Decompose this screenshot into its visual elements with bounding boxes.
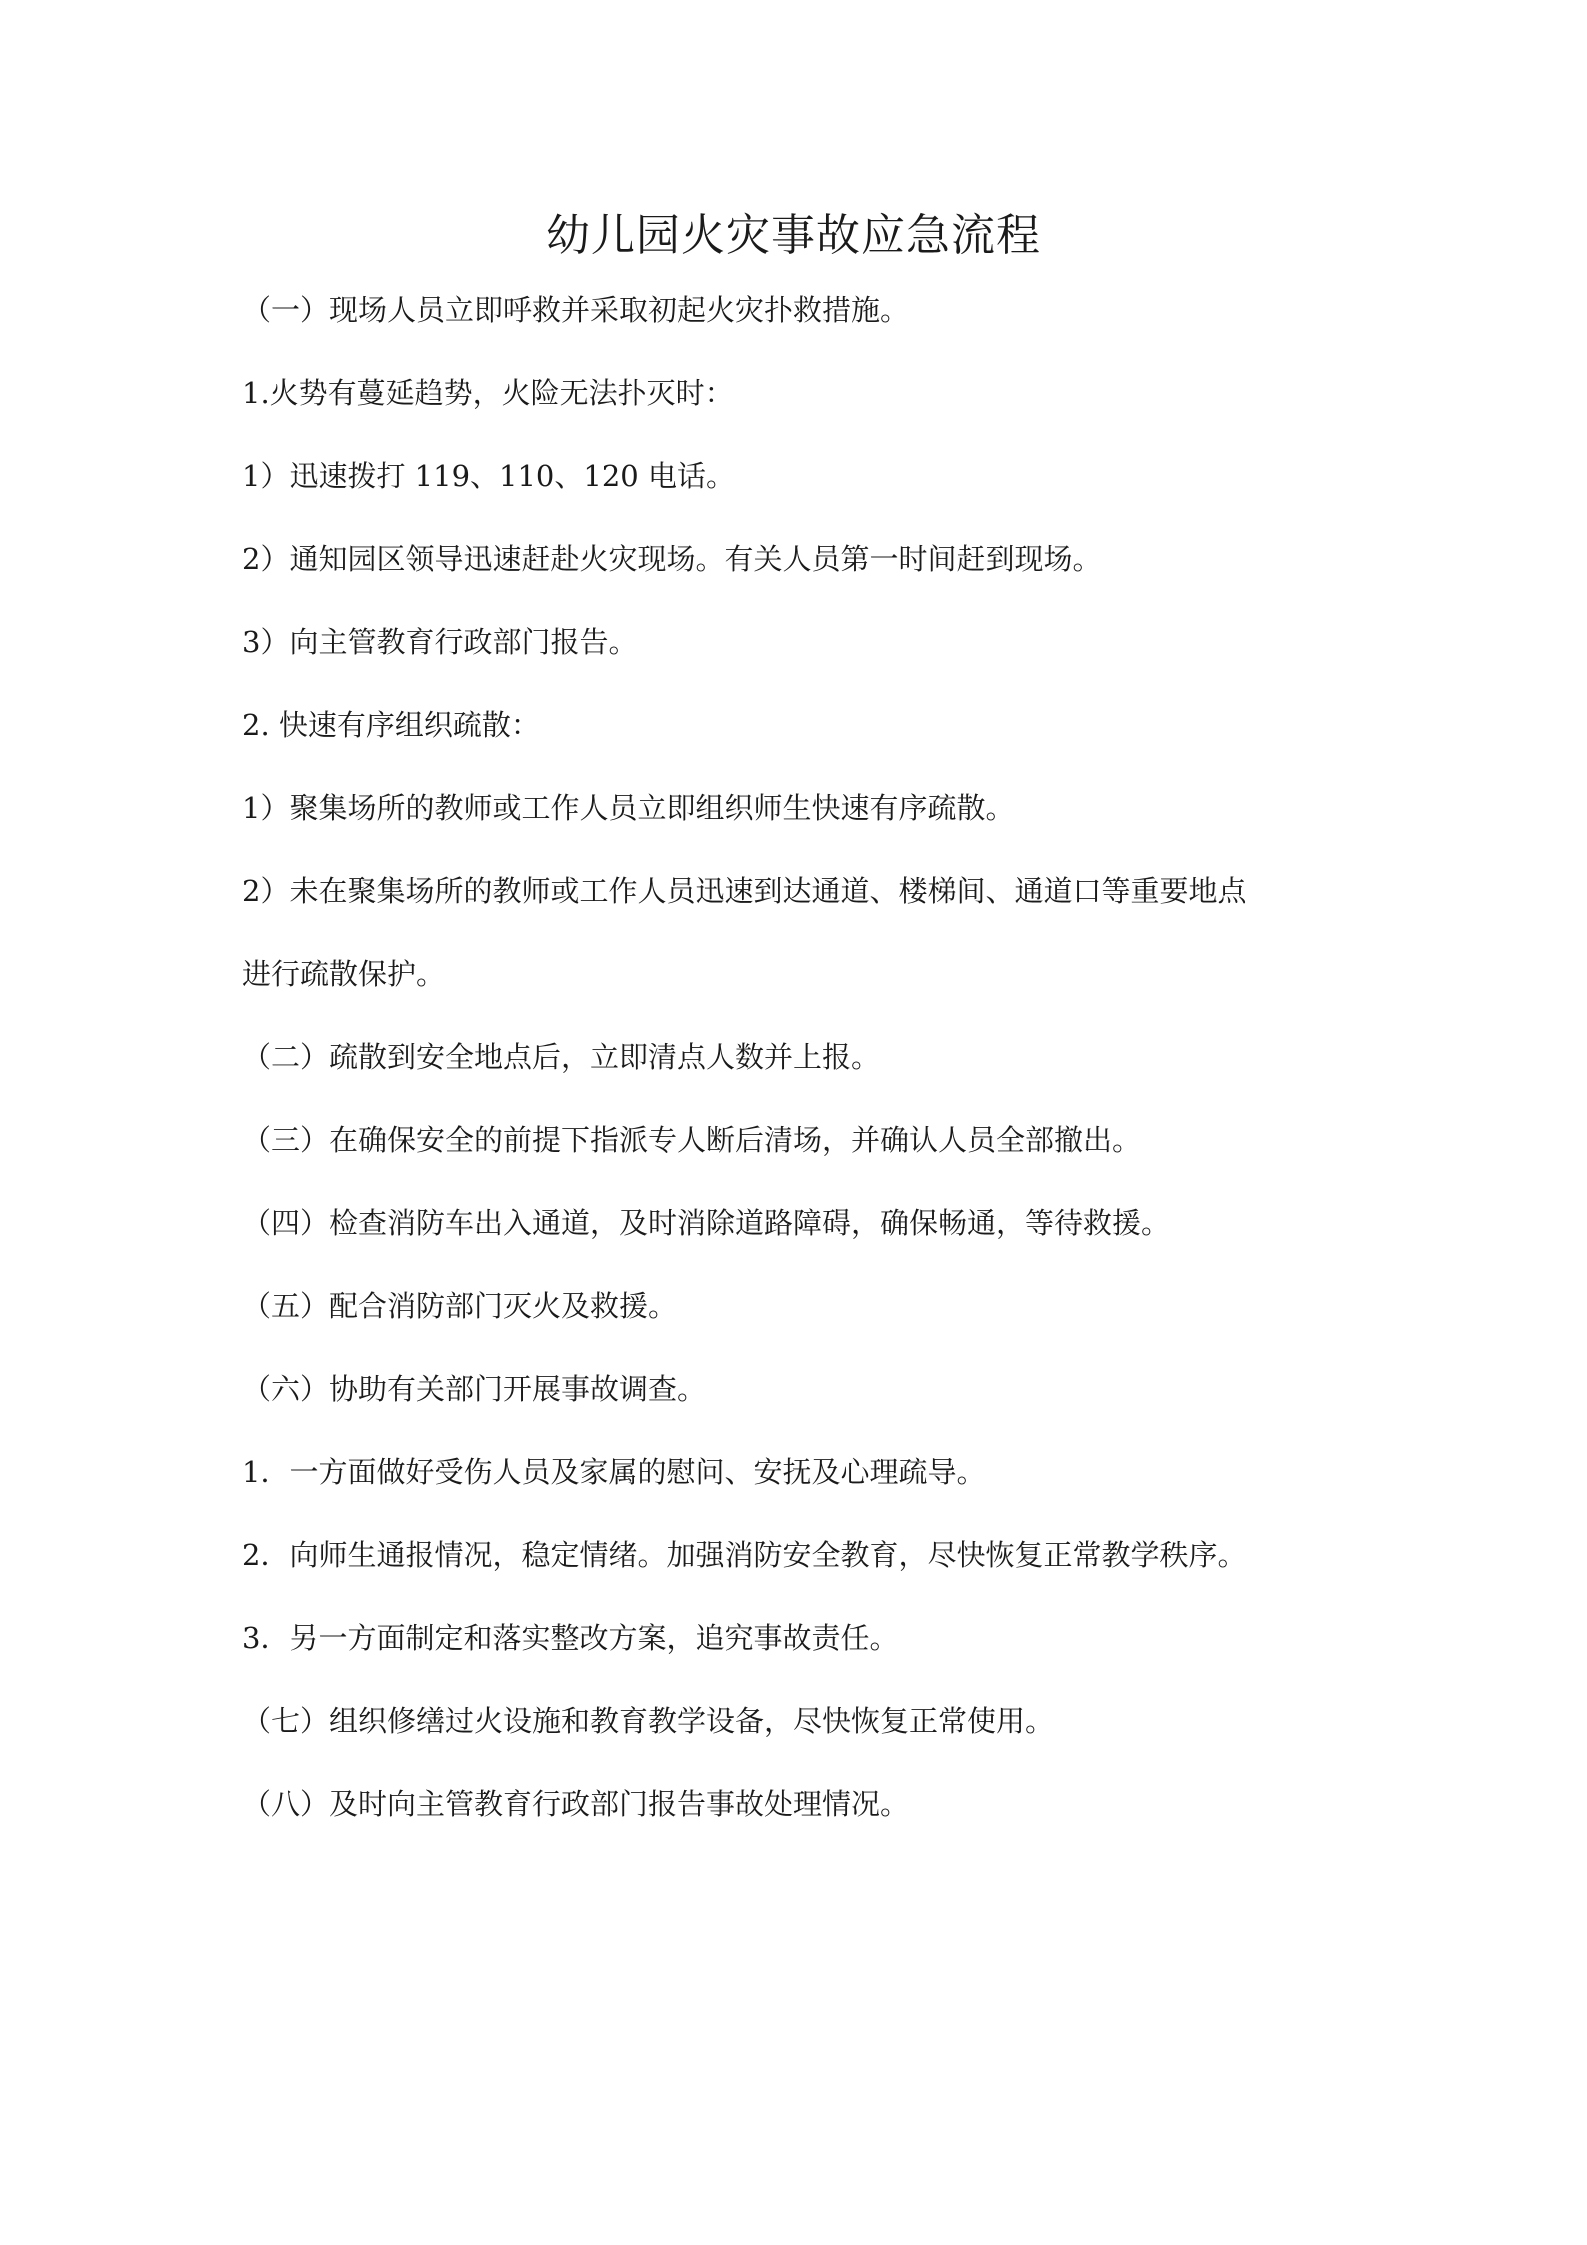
paragraph-line: （五）配合消防部门灭火及救援。 xyxy=(242,1289,678,1323)
paragraph-line: （八）及时向主管教育行政部门报告事故处理情况。 xyxy=(242,1787,910,1821)
paragraph-line: 1．一方面做好受伤人员及家属的慰问、安抚及心理疏导。 xyxy=(242,1455,986,1489)
paragraph-line: 1）迅速拨打 119、110、120 电话。 xyxy=(242,459,735,493)
paragraph-line: 2）未在聚集场所的教师或工作人员迅速到达通道、楼梯间、通道口等重要地点 xyxy=(242,874,1247,908)
paragraph-line: 3）向主管教育行政部门报告。 xyxy=(242,625,638,659)
document-body xyxy=(242,290,1372,1867)
paragraph-line: 3．另一方面制定和落实整改方案，追究事故责任。 xyxy=(242,1621,899,1655)
document-title: 幼儿园火灾事故应急流程 xyxy=(546,210,1041,261)
paragraph-line: （二）疏散到安全地点后，立即清点人数并上报。 xyxy=(242,1040,881,1074)
paragraph-line: （一）现场人员立即呼救并采取初起火灾扑救措施。 xyxy=(242,293,910,327)
paragraph-line: 2）通知园区领导迅速赶赴火灾现场。有关人员第一时间赶到现场。 xyxy=(242,542,1102,576)
paragraph-line: （三）在确保安全的前提下指派专人断后清场，并确认人员全部撤出。 xyxy=(242,1123,1142,1157)
paragraph-line: （六）协助有关部门开展事故调查。 xyxy=(242,1372,707,1406)
paragraph-line: 进行疏散保护。 xyxy=(242,957,446,991)
paragraph-line: 1.火势有蔓延趋势，火险无法扑灭时： xyxy=(242,376,734,410)
paragraph-line: 2. 快速有序组织疏散： xyxy=(242,708,540,742)
paragraph-line: （四）检查消防车出入通道，及时消除道路障碍，确保畅通，等待救援。 xyxy=(242,1206,1171,1240)
paragraph-line: （七）组织修缮过火设施和教育教学设备，尽快恢复正常使用。 xyxy=(242,1704,1055,1738)
paragraph-line: 2．向师生通报情况，稳定情绪。加强消防安全教育，尽快恢复正常教学秩序。 xyxy=(242,1538,1247,1572)
paragraph-line: 1）聚集场所的教师或工作人员立即组织师生快速有序疏散。 xyxy=(242,791,1015,825)
